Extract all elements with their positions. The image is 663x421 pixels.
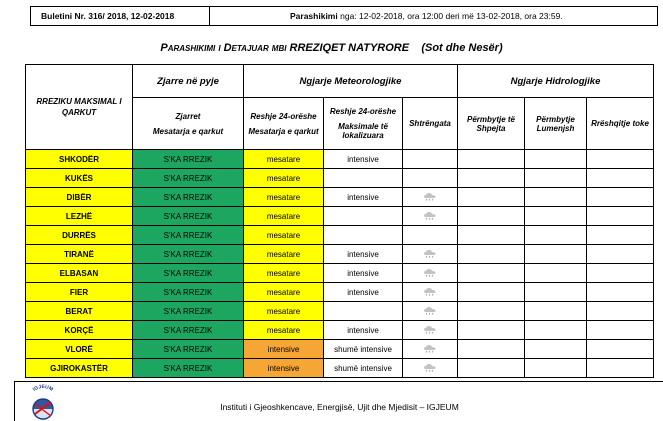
region-name: SHKODËR	[26, 150, 133, 169]
storm-cell	[403, 150, 458, 169]
rain-avg-level: mesatare	[244, 188, 324, 207]
table-row	[26, 359, 654, 378]
rain-avg-title: Reshje 24-orëshe	[250, 111, 317, 121]
landslide-cell	[587, 150, 654, 169]
fire-risk: S'KA RREZIK	[133, 340, 244, 359]
landslide-cell	[587, 321, 654, 340]
forecast-period-line	[210, 7, 657, 25]
landslide-cell	[587, 264, 654, 283]
storm-cell	[403, 169, 458, 188]
flash-flood-header: Përmbytje të Shpejta	[458, 98, 525, 150]
storm-cell	[403, 188, 458, 207]
region-name: VLORË	[26, 340, 133, 359]
institute-name: Instituti i Gjeoshkencave, Energjisë, Ujit dhe Mjedisit – IGJEUM	[220, 402, 459, 412]
storm-cloud-icon	[423, 270, 437, 279]
meteo-group-header: Ngjarje Meteorologjike	[244, 65, 458, 98]
rain-avg-subheader	[244, 98, 324, 150]
rain-max-title: Reshje 24-orëshe	[329, 107, 397, 116]
rain-avg-level: mesatare	[244, 226, 324, 245]
river-flood-cell	[525, 188, 587, 207]
river-flood-cell	[525, 207, 587, 226]
rain-avg-level: intensive	[244, 340, 324, 359]
table-row	[26, 245, 654, 264]
landslide-cell	[587, 226, 654, 245]
flash-flood-cell	[458, 340, 525, 359]
fire-risk: S'KA RREZIK	[133, 283, 244, 302]
region-name: BERAT	[26, 302, 133, 321]
flash-flood-cell	[458, 359, 525, 378]
rain-avg-level: mesatare	[244, 150, 324, 169]
rain-max-level: shumë intensive	[324, 359, 403, 378]
rain-avg-desc: Mesatarja e qarkut	[248, 126, 319, 136]
flash-flood-cell	[458, 321, 525, 340]
river-flood-cell	[525, 245, 587, 264]
rain-max-desc: Maksimale të lokalizuara	[338, 122, 388, 140]
rain-avg-level: mesatare	[244, 283, 324, 302]
region-name: LEZHË	[26, 207, 133, 226]
rain-max-subheader	[324, 98, 403, 150]
landslide-cell	[587, 207, 654, 226]
rain-avg-level: mesatare	[244, 169, 324, 188]
rain-max-level: intensive	[324, 188, 403, 207]
storm-cell	[403, 321, 458, 340]
fire-risk: S'KA RREZIK	[133, 321, 244, 340]
table-row	[26, 226, 654, 245]
fire-risk: S'KA RREZIK	[133, 302, 244, 321]
storm-cell	[403, 340, 458, 359]
flash-flood-cell	[458, 283, 525, 302]
table-row	[26, 321, 654, 340]
rain-avg-level: mesatare	[244, 245, 324, 264]
fire-risk: S'KA RREZIK	[133, 150, 244, 169]
rain-avg-level: mesatare	[244, 207, 324, 226]
fire-risk: S'KA RREZIK	[133, 226, 244, 245]
hydro-group-header: Ngjarje Hidrologjike	[458, 65, 654, 98]
flash-flood-cell	[458, 226, 525, 245]
svg-text:IGJEUM	[32, 384, 54, 393]
title-sub: (Sot dhe Nesër)	[421, 42, 503, 54]
fire-sub-desc: Mesatarja e qarkut	[152, 126, 224, 136]
rain-max-level	[324, 226, 403, 245]
forecast-label: Parashikimi	[290, 11, 338, 21]
river-flood-cell	[525, 340, 587, 359]
fire-risk: S'KA RREZIK	[133, 264, 244, 283]
flash-flood-cell	[458, 169, 525, 188]
landslide-cell	[587, 340, 654, 359]
table-row	[26, 302, 654, 321]
rain-max-level: shumë intensive	[324, 340, 403, 359]
storm-cell	[403, 226, 458, 245]
fire-subheader	[133, 98, 244, 150]
storm-cell	[403, 359, 458, 378]
landslide-cell	[587, 302, 654, 321]
storm-cloud-icon	[423, 289, 437, 298]
table-row	[26, 150, 654, 169]
river-flood-cell	[525, 283, 587, 302]
rain-avg-level: mesatare	[244, 321, 324, 340]
fire-sub-title: Zjarret	[175, 111, 201, 121]
table-row	[26, 283, 654, 302]
storm-cell	[403, 245, 458, 264]
region-name: GJIROKASTËR	[26, 359, 133, 378]
region-name: DIBËR	[26, 188, 133, 207]
fire-risk: S'KA RREZIK	[133, 169, 244, 188]
flash-flood-cell	[458, 150, 525, 169]
storm-cloud-icon	[423, 346, 437, 355]
storm-cloud-icon	[423, 365, 437, 374]
table-row	[26, 169, 654, 188]
region-name: ELBASAN	[26, 264, 133, 283]
table-row	[26, 264, 654, 283]
forecast-period: nga: 12-02-2018, ora 12:00 deri më 13-02-2018, ora 23:59.	[340, 11, 563, 21]
rain-avg-level: intensive	[244, 359, 324, 378]
storm-cell	[403, 264, 458, 283]
storm-header: Shtrëngata	[403, 98, 458, 150]
rain-max-level	[324, 169, 403, 188]
rain-max-level: intensive	[324, 245, 403, 264]
river-flood-cell	[525, 226, 587, 245]
footer	[14, 381, 663, 421]
flash-flood-cell	[458, 302, 525, 321]
storm-cloud-icon	[423, 327, 437, 336]
river-flood-cell	[525, 150, 587, 169]
flash-flood-cell	[458, 245, 525, 264]
rain-max-level: intensive	[324, 321, 403, 340]
river-flood-cell	[525, 302, 587, 321]
bulletin-number: Buletini Nr. 316/ 2018, 12-02-2018	[31, 7, 210, 25]
fire-risk: S'KA RREZIK	[133, 188, 244, 207]
rain-max-level: intensive	[324, 264, 403, 283]
landslide-cell	[587, 169, 654, 188]
region-name: DURRËS	[26, 226, 133, 245]
landslide-cell	[587, 188, 654, 207]
fire-risk: S'KA RREZIK	[133, 207, 244, 226]
table-row	[26, 188, 654, 207]
river-flood-cell	[525, 169, 587, 188]
logo-text: IGJEUM	[31, 384, 55, 393]
fire-group-header: Zjarre në pyje	[133, 65, 244, 98]
storm-cell	[403, 283, 458, 302]
landslide-cell	[587, 359, 654, 378]
rain-max-level	[324, 207, 403, 226]
region-name: KORÇË	[26, 321, 133, 340]
landslide-cell	[587, 283, 654, 302]
landslide-header: Rrëshqitje toke	[587, 98, 654, 150]
flash-flood-cell	[458, 264, 525, 283]
title-main: Parashikimi i Detajuar mbi RREZIQET NATYRORE	[160, 42, 410, 54]
storm-cell	[403, 207, 458, 226]
fire-risk: S'KA RREZIK	[133, 245, 244, 264]
storm-cell	[403, 302, 458, 321]
region-name: TIRANË	[26, 245, 133, 264]
fire-risk: S'KA RREZIK	[133, 359, 244, 378]
region-column-header: RREZIKU MAKSIMAL I QARKUT	[26, 65, 133, 150]
page-title	[0, 42, 663, 54]
bulletin-header	[30, 6, 658, 26]
river-flood-header: Përmbytje Lumenjsh	[525, 98, 587, 150]
table-row	[26, 340, 654, 359]
rain-avg-level: mesatare	[244, 302, 324, 321]
flash-flood-cell	[458, 207, 525, 226]
river-flood-cell	[525, 359, 587, 378]
risk-table	[25, 64, 654, 378]
river-flood-cell	[525, 264, 587, 283]
storm-cloud-icon	[423, 251, 437, 260]
flash-flood-cell	[458, 188, 525, 207]
region-name: FIER	[26, 283, 133, 302]
table-row	[26, 207, 654, 226]
rain-max-level: intensive	[324, 150, 403, 169]
storm-cloud-icon	[423, 308, 437, 317]
river-flood-cell	[525, 321, 587, 340]
storm-cloud-icon	[423, 213, 437, 222]
rain-max-level: intensive	[324, 283, 403, 302]
rain-avg-level: mesatare	[244, 264, 324, 283]
landslide-cell	[587, 245, 654, 264]
region-name: KUKËS	[26, 169, 133, 188]
storm-cloud-icon	[423, 194, 437, 203]
rain-max-level	[324, 302, 403, 321]
